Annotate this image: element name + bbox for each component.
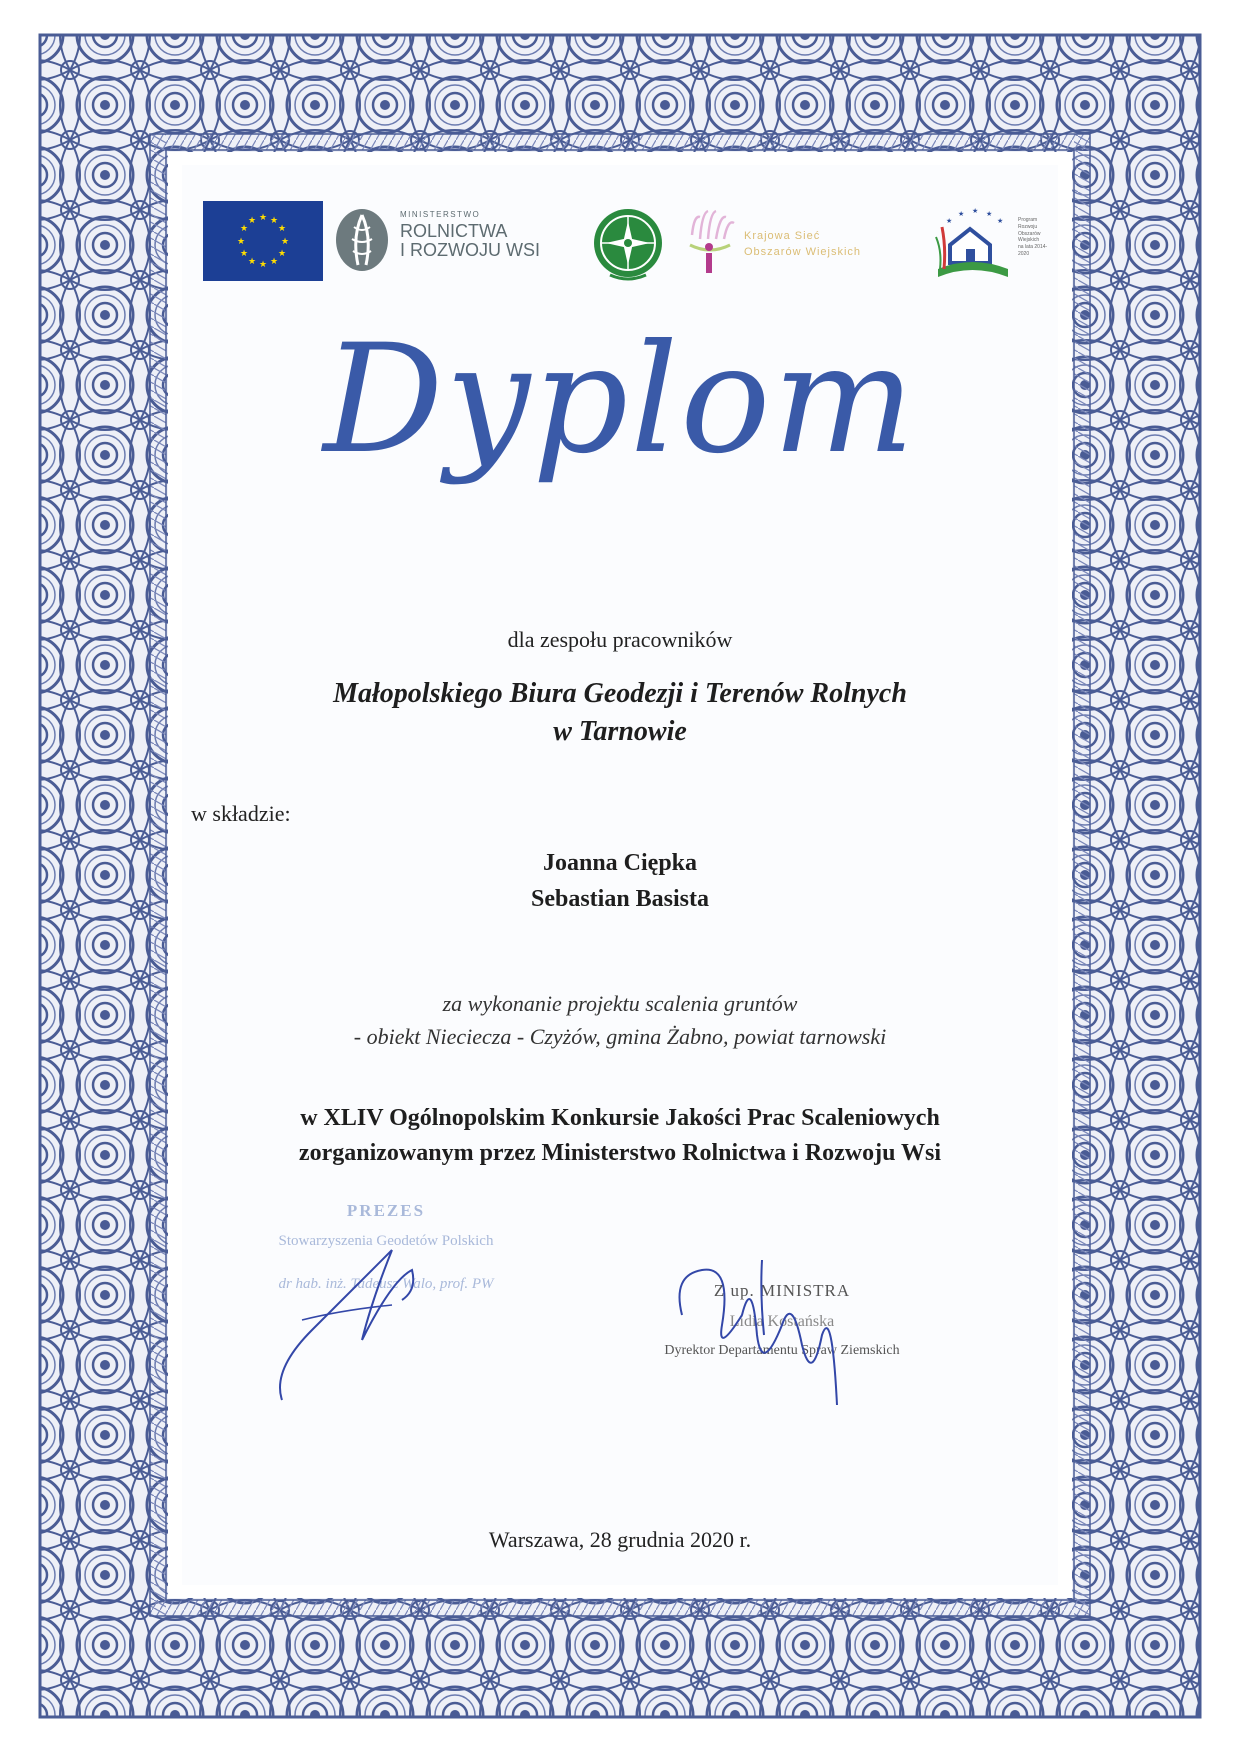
minister-stamp-role: Dyrektor Departamentu Spraw Ziemskich [664,1342,900,1358]
ministry-line-2: I ROZWOJU WSI [400,240,540,260]
svg-text:★: ★ [258,260,268,270]
competition-line-1: w XLIV Ogólnopolskim Konkursie Jakości Prac Scaleniowych [300,1105,940,1131]
competition-text [182,1101,1058,1171]
diploma-title: Dyplom [323,313,917,487]
svg-text:★: ★ [247,216,257,226]
member-name: Joanna Ciępka [542,850,698,876]
issue-date: Warszawa, 28 grudnia 2020 r. [488,1527,752,1552]
ksow-line-2: Obszarów Wiejskich [744,245,862,258]
svg-text:★: ★ [236,237,246,247]
svg-text:★: ★ [958,210,965,218]
svg-text:★: ★ [239,249,249,259]
svg-text:★: ★ [269,257,279,267]
project-line-2: - obiekt Nieciecza - Czyżów, gmina Żabno, powiat tarnowski [353,1024,887,1049]
organization-line-2: w Tarnowie [553,715,687,747]
ministry-small-label: MINISTERSTWO [400,210,481,219]
svg-text:★: ★ [997,217,1004,225]
ministry-logo-text [400,211,540,259]
svg-text:★: ★ [277,224,287,234]
svg-text:★: ★ [239,224,249,234]
members-label: w składzie: [191,801,291,826]
member-name: Sebastian Basista [530,886,710,912]
diploma-body [182,165,1058,1585]
ksow-logo-icon [680,205,740,281]
prow-line-5: na lata 2014-2020 [1018,244,1048,257]
prow-logo-text [1018,217,1058,258]
svg-text:★: ★ [258,213,268,223]
lead-text: dla zespołu pracowników [507,627,733,652]
svg-text:★: ★ [277,249,287,259]
ministry-line-1: ROLNICTWA [400,221,508,241]
president-stamp-title: PREZES [346,1201,426,1220]
organization-line-1: Małopolskiego Biura Geodezji i Terenów Rolnych [333,678,907,709]
svg-text:★: ★ [269,216,279,226]
prow-line-4: Wiejskich [1018,237,1040,244]
ksow-logo-text [744,229,861,261]
svg-text:★: ★ [986,210,993,218]
sgp-compass-logo-icon [590,207,666,283]
minister-signature [662,1255,862,1420]
minister-stamp-title: Z up. MINISTRA [713,1281,851,1300]
president-signature [242,1210,432,1410]
svg-text:★: ★ [946,217,953,225]
svg-text:★: ★ [280,237,290,247]
prow-line-3: Obszarów [1018,230,1041,237]
organization-name [182,675,1058,751]
ministry-emblem-icon [334,207,390,273]
prow-logo-icon [932,207,1012,281]
ksow-line-1: Krajowa Sieć [744,230,821,242]
president-stamp-name: dr hab. inż. Tadeusz Walo, prof. PW [278,1275,494,1292]
members-list [182,845,1058,917]
competition-line-2: zorganizowanym przez Ministerstwo Rolnictwa i Rozwoju Wsi [298,1139,942,1166]
prow-line-2: Rozwoju [1018,223,1038,230]
president-stamp-organization: Stowarzyszenia Geodetów Polskich [278,1233,494,1250]
project-line-1: za wykonanie projektu scalenia gruntów [442,991,798,1016]
minister-stamp-name: Lidia Kostańska [729,1313,835,1331]
prow-line-1: Program [1018,217,1038,223]
svg-text:★: ★ [247,257,257,267]
eu-flag-logo [203,201,323,281]
logo-strip [182,193,1058,288]
project-description [182,987,1058,1053]
svg-text:★: ★ [972,207,979,215]
